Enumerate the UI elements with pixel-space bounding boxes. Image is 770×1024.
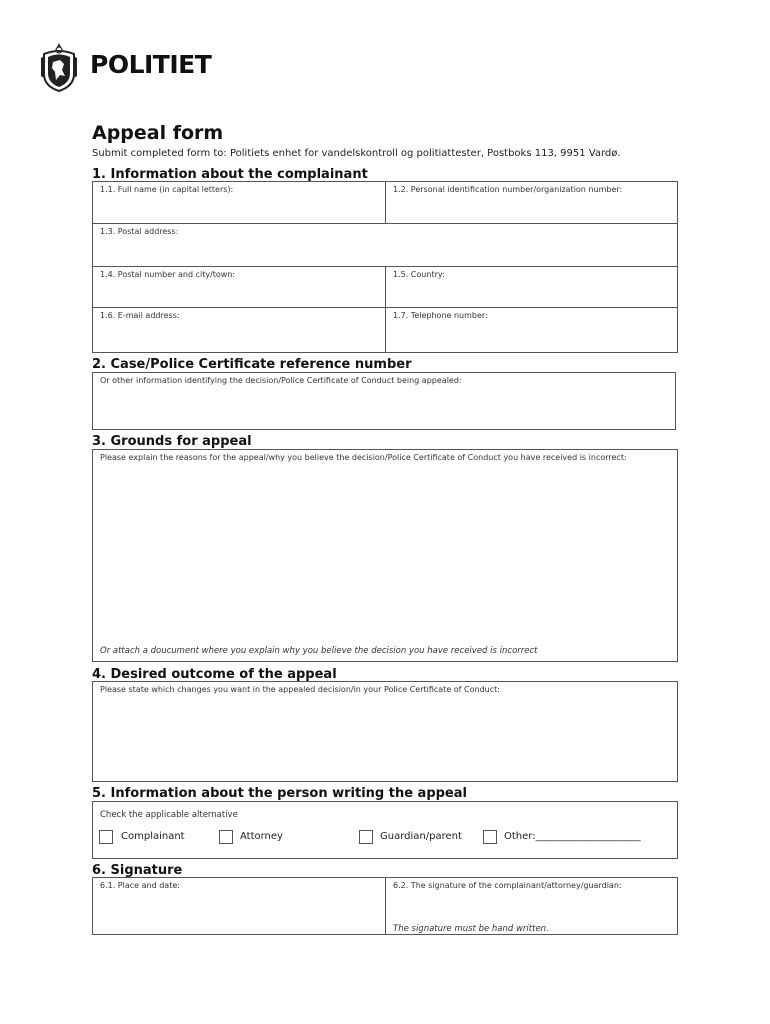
section3-heading: 3. Grounds for appeal [92, 434, 252, 449]
complainant-checkbox[interactable] [99, 830, 113, 844]
attorney-checkbox[interactable] [219, 830, 233, 844]
logo-text: POLITIET [90, 50, 212, 79]
signature-field[interactable] [385, 877, 678, 935]
signature-note: The signature must be hand written. [393, 924, 549, 934]
reference-hint: Or other information identifying the decision/Police Certificate of Conduct being appealed: [100, 376, 462, 385]
place-date-label: 6.1. Place and date: [100, 881, 180, 890]
telephone-field[interactable] [385, 307, 678, 353]
section4-heading: 4. Desired outcome of the appeal [92, 667, 337, 682]
form-title: Appeal form [92, 122, 224, 144]
section6-heading: 6. Signature [92, 863, 183, 878]
guardian-checkbox[interactable] [359, 830, 373, 844]
postal-address-label: 1.3. Postal address: [100, 227, 179, 236]
personal-id-field[interactable] [385, 181, 678, 224]
country-field[interactable] [385, 266, 678, 308]
guardian-option-label: Guardian/parent [380, 831, 462, 842]
submit-note: Submit completed form to: Politiets enhet for vandelskontroll og politiattester, Postboks 113, 9951 Vardø. [92, 148, 621, 159]
check-alternative-hint: Check the applicable alternative [100, 810, 238, 820]
attorney-option-label: Attorney [240, 831, 283, 842]
attach-document-note: Or attach a doucument where you explain why you believe the decision you have received is incorrect [100, 646, 538, 656]
desired-outcome-hint: Please state which changes you want in the appealed decision/in your Police Certificate of Conduct: [100, 685, 500, 694]
postal-number-field[interactable] [92, 266, 386, 308]
other-option-label: Other:_____________________ [504, 831, 641, 842]
signature-label: 6.2. The signature of the complainant/attorney/guardian: [393, 881, 622, 890]
politiet-logo [38, 42, 228, 92]
place-date-field[interactable] [92, 877, 386, 935]
telephone-label: 1.7. Telephone number: [393, 311, 488, 320]
personal-id-label: 1.2. Personal identification number/organization number: [393, 185, 623, 194]
section2-heading: 2. Case/Police Certificate reference number [92, 357, 412, 372]
complainant-option-label: Complainant [121, 831, 185, 842]
email-field[interactable] [92, 307, 386, 353]
grounds-for-appeal-field[interactable] [92, 449, 678, 662]
section5-heading: 5. Information about the person writing the appeal [92, 786, 467, 801]
writer-info-box [92, 801, 678, 859]
desired-outcome-field[interactable] [92, 681, 678, 782]
country-label: 1.5. Country: [393, 270, 445, 279]
email-label: 1.6. E-mail address: [100, 311, 180, 320]
section1-heading: 1. Information about the complainant [92, 167, 368, 182]
reference-number-field[interactable] [92, 372, 676, 430]
postal-address-field[interactable] [92, 223, 678, 267]
full-name-field[interactable] [92, 181, 386, 224]
other-checkbox[interactable] [483, 830, 497, 844]
postal-number-label: 1.4. Postal number and city/town: [100, 270, 236, 279]
grounds-hint: Please explain the reasons for the appeal/why you believe the decision/Police Certificate of Conduct you have received is incorrect: [100, 453, 627, 462]
full-name-label: 1.1. Full name (in capital letters): [100, 185, 234, 194]
coat-of-arms-icon [38, 42, 80, 92]
